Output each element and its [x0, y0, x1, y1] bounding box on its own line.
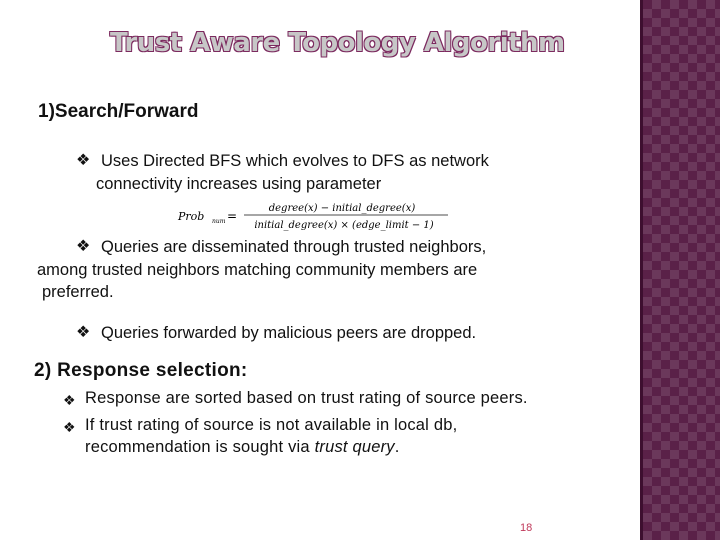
formula-denominator: initial_degree(x) × (edge_limit − 1) [254, 220, 434, 231]
formula-numerator: degree(x) − initial_degree(x) [268, 203, 416, 214]
diamond-bullet-icon: ❖ [76, 152, 91, 169]
diamond-bullet-icon: ❖ [76, 324, 91, 341]
response-bullet2-prefix: recommendation is sought via [85, 438, 315, 456]
response-bullet1: Response are sorted based on trust rating of source peers. [85, 389, 528, 407]
trust-query-term: trust query [314, 438, 395, 456]
bullet3-line1: Queries forwarded by malicious peers are dropped. [101, 324, 477, 342]
formula-equals: = [227, 209, 238, 223]
bullet2-line2: among trusted neighbors matching community members are [37, 261, 478, 279]
diamond-bullet-icon: ❖ [76, 238, 91, 255]
probability-formula [176, 199, 456, 233]
slide-title: Trust Aware Topology Algorithm [110, 28, 565, 58]
formula-lhs-text: Prob [178, 210, 205, 223]
diamond-bullet-icon: ❖ [63, 392, 76, 408]
section2-heading: 2) Response selection: [34, 360, 248, 381]
response-bullet2-line1: If trust rating of source is not available in local db, [85, 416, 458, 434]
section1-heading: 1)Search/Forward [38, 101, 199, 122]
bullet2-line3: preferred. [42, 283, 114, 301]
page-number: 18 [520, 522, 533, 534]
bullet1-line1: Uses Directed BFS which evolves to DFS as network [101, 152, 489, 170]
bullet1-line2: connectivity increases using parameter [96, 175, 382, 193]
bullet2-line1: Queries are disseminated through trusted neighbors, [101, 238, 487, 256]
diamond-bullet-icon: ❖ [63, 419, 76, 435]
response-bullet2-suffix: . [394, 438, 400, 456]
formula-lhs-subscript: num [212, 218, 226, 225]
decorative-sidebar [643, 0, 720, 540]
response-bullet2-line2 [85, 438, 400, 457]
